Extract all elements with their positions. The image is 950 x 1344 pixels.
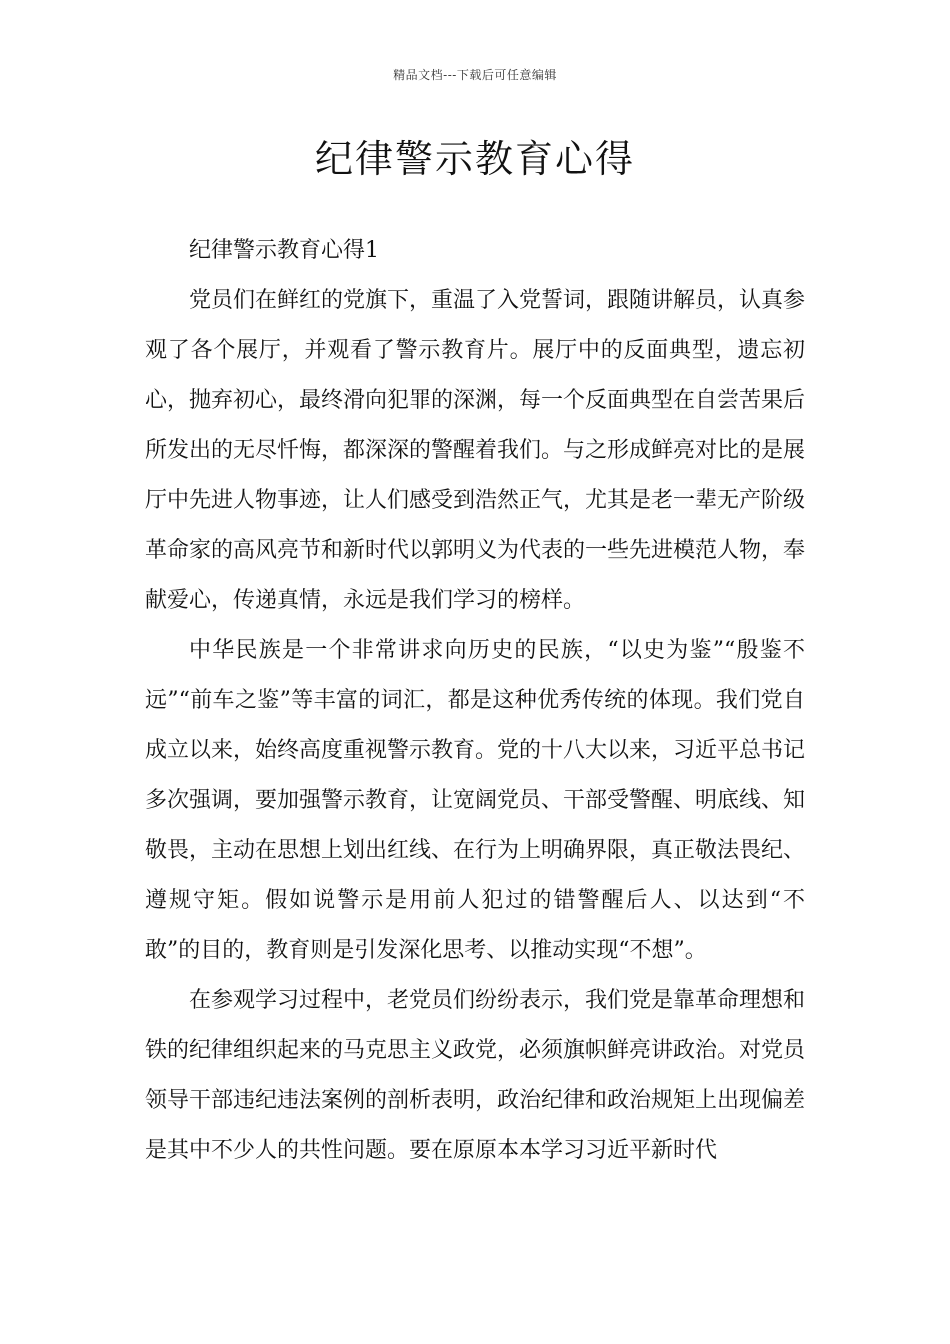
section-heading: 纪律警示教育心得1 [189, 238, 379, 263]
paragraph-3: 在参观学习过程中，老党员们纷纷表示，我们党是靠革命理想和铁的纪律组织起来的马克思主义政党，必须旗帜鲜亮讲政治。对党员领导干部违纪违法案例的剖析表明，政治纪律和政治规矩上出现偏差是其中不少人的共性问题。要在原原本本学习习近平新时代 [145, 988, 806, 1163]
header-note: 精品文档---下载后可任意编辑 [393, 68, 557, 82]
document-body [145, 226, 805, 1176]
document-title: 纪律警示教育心得 [314, 137, 635, 181]
paragraph-2: 中华民族是一个非常讲求向历史的民族，“以史为鉴”“殷鉴不远”“前车之鉴”等丰富的词汇，都是这种优秀传统的体现。我们党自成立以来，始终高度重视警示教育。党的十八大以来，习近平总书记多次强调，要加强警示教育，让宽阔党员、干部受警醒、明底线、知敬畏，主动在思想上划出红线、在行为上明确界限，真正敬法畏纪、遵规守矩。假如说警示是用前人犯过的错警醒后人、以达到“不敢”的目的，教育则是引发深化思考、以推动实现“不想”。 [145, 638, 806, 963]
paragraph-1: 党员们在鲜红的党旗下，重温了入党誓词，跟随讲解员，认真参观了各个展厅，并观看了警示教育片。展厅中的反面典型，遗忘初心，抛弃初心，最终滑向犯罪的深渊，每一个反面典型在自尝苦果后所发出的无尽忏悔，都深深的警醒着我们。与之形成鲜亮对比的是展厅中先进人物事迹，让人们感受到浩然正气，尤其是老一辈无产阶级革命家的高风亮节和新时代以郭明义为代表的一些先进模范人物，奉献爱心，传递真情，永远是我们学习的榜样。 [145, 288, 806, 613]
